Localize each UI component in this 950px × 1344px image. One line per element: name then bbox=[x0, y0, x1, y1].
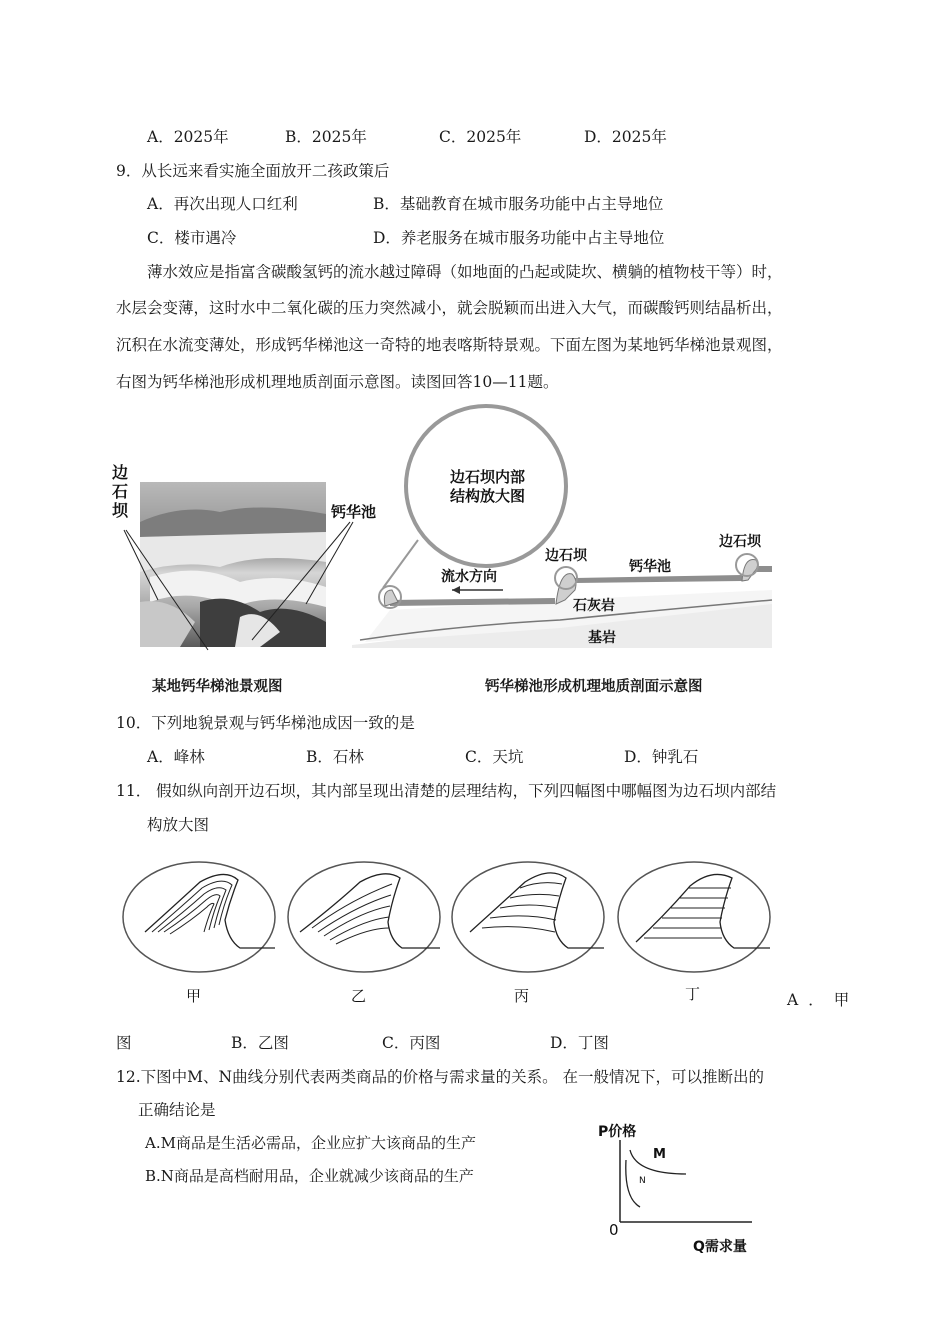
q8-option-a: A．2025年 bbox=[147, 128, 229, 146]
q10-option-c: C．天坑 bbox=[465, 748, 524, 766]
circle-label-line-1: 边石坝内部 bbox=[450, 468, 526, 486]
q11-stem-line-2: 构放大图 bbox=[147, 816, 210, 834]
q8-option-d: D．2025年 bbox=[584, 128, 667, 146]
graph-curve-n-label: N bbox=[639, 1176, 646, 1186]
diagram-label-jia: 甲 bbox=[186, 987, 202, 1005]
q11-option-a-part-2: 图 bbox=[116, 1034, 132, 1052]
q9-stem: 9．从长远来看实施全面放开二孩政策后 bbox=[116, 162, 390, 180]
q8-option-c: C．2025年 bbox=[439, 128, 522, 146]
passage-line-2: 水层会变薄，这时水中二氧化碳的压力突然减小，就会脱颖而出进入大气，而碳酸钙则结晶析出， bbox=[116, 299, 783, 317]
diagram-label-bing: 丙 bbox=[514, 987, 530, 1005]
q9-option-b: B．基础教育在城市服务功能中占主导地位 bbox=[373, 195, 664, 213]
q10-option-a: A．峰林 bbox=[147, 748, 205, 766]
q12-option-a: A.M商品是生活必需品，企业应扩大该商品的生产 bbox=[145, 1134, 476, 1152]
q9-option-c: C．楼市遇冷 bbox=[147, 229, 237, 247]
label-bedrock: 基岩 bbox=[588, 630, 616, 646]
passage-line-3: 沉积在水流变薄处，形成钙华梯池这一奇特的地表喀斯特景观。下面左图为某地钙华梯池景观图， bbox=[116, 336, 783, 354]
q11-option-b: B．乙图 bbox=[231, 1034, 289, 1052]
passage-line-4: 右图为钙华梯池形成机理地质剖面示意图。读图回答10—11题。 bbox=[116, 373, 559, 391]
graph-y-label: P价格 bbox=[598, 1124, 637, 1140]
label-gaihuachi-right: 钙华池 bbox=[629, 559, 671, 575]
q10-option-b: B．石林 bbox=[306, 748, 364, 766]
label-biansiba-right-2: 边石坝 bbox=[719, 534, 761, 550]
q12-stem-line-2: 正确结论是 bbox=[138, 1101, 216, 1119]
graph-curve-m-label: M bbox=[653, 1147, 666, 1162]
q10-option-d: D．钟乳石 bbox=[624, 748, 699, 766]
curve-n bbox=[626, 1160, 640, 1207]
q12-option-b: B.N商品是高档耐用品，企业就减少该商品的生产 bbox=[145, 1167, 474, 1185]
q11-option-c: C．丙图 bbox=[382, 1034, 441, 1052]
caption-left-figure: 某地钙华梯池景观图 bbox=[152, 679, 283, 695]
q11-stem-line-1: 11． 假如纵向剖开边石坝，其内部呈现出清楚的层理结构，下列四幅图中哪幅图为边石坝内部结 bbox=[116, 782, 777, 800]
label-biansiba-right-1: 边石坝 bbox=[545, 548, 587, 564]
q11-option-a-part-1: A．甲 bbox=[787, 991, 860, 1009]
label-biansiba-left: 边石坝 bbox=[112, 463, 129, 520]
caption-right-figure: 钙华梯池形成机理地质剖面示意图 bbox=[485, 679, 703, 695]
q9-option-d: D．养老服务在城市服务功能中占主导地位 bbox=[373, 229, 665, 247]
passage-line-1: 薄水效应是指富含碳酸氢钙的流水越过障碍（如地面的凸起或陡坎、横躺的植物枝干等）时， bbox=[147, 263, 783, 281]
diagram-label-yi: 乙 bbox=[351, 987, 367, 1005]
circle-label-line-2: 结构放大图 bbox=[450, 487, 526, 505]
graph-origin: 0 bbox=[609, 1221, 619, 1239]
q12-stem-line-1: 12.下图中M、N曲线分别代表两类商品的价格与需求量的关系。 在一般情况下，可以推断出的 bbox=[116, 1068, 765, 1086]
graph-x-label: Q需求量 bbox=[693, 1239, 747, 1255]
label-flow-direction: 流水方向 bbox=[441, 569, 497, 585]
q9-option-a: A．再次出现人口红利 bbox=[147, 195, 298, 213]
q10-stem: 10．下列地貌景观与钙华梯池成因一致的是 bbox=[116, 714, 415, 732]
diagram-label-ding: 丁 bbox=[685, 985, 701, 1003]
q11-option-d: D．丁图 bbox=[550, 1034, 609, 1052]
q8-option-b: B．2025年 bbox=[285, 128, 367, 146]
label-gaihuachi-left: 钙华池 bbox=[331, 503, 377, 521]
label-limestone: 石灰岩 bbox=[573, 598, 615, 614]
